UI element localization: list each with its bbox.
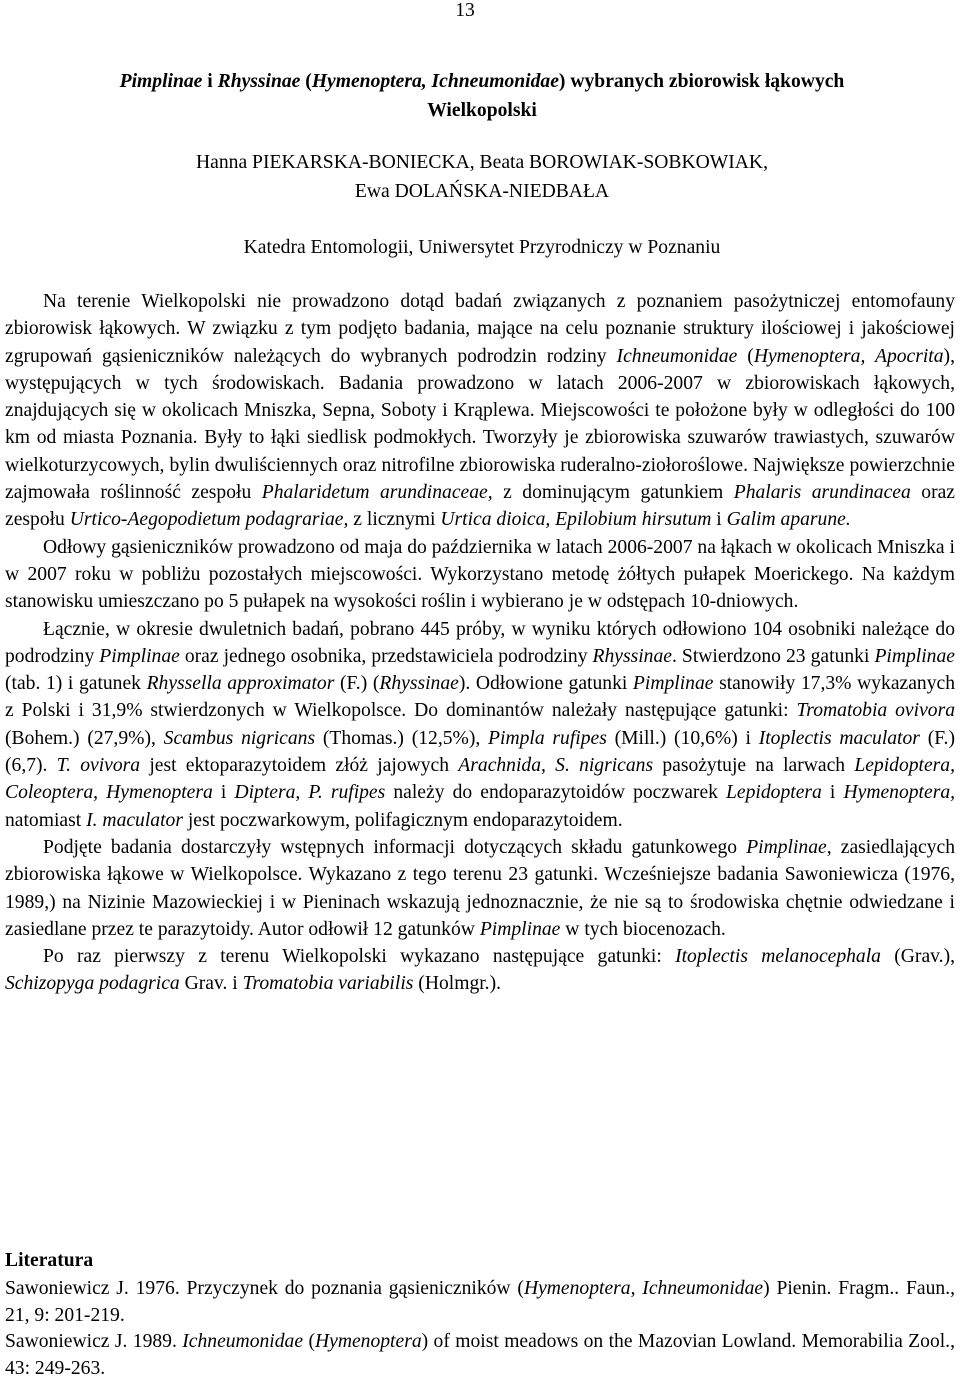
italic-run: Pimplinae (632, 673, 714, 695)
italic-run: Rhyssella approximator (146, 673, 335, 695)
text-run: Na terenie Wielkopolski nie prowadzono dotąd badań związanych z poznaniem pasożytniczej entomofauny zbiorowisk łąkowych. W związku z tym podjęto badania, mające na celu poznanie struktury ilościowej i jakościowej zgrupowań gąsieniczników należących do wybranych podrodzin rodziny (5, 291, 955, 367)
page-number: 13 (455, 0, 475, 21)
text-run: (Thomas.) (12,5%), (315, 727, 489, 749)
italic-run: Schizopyga podagrica (5, 973, 180, 995)
italic-run: Scambus nigricans (163, 727, 316, 749)
text-run: ), występujących w tych środowiskach. Badania prowadzono w latach 2006-2007 w zbiorowiskach łąkowych, znajdujących się w okolicach Mniszka, Sepna, Soboty i Krąplewa. Miejscowości te położone były w odległości do 100 km od miasta Poznania. Były to łąki siedlisk podmokłych. Tworzyły je zbiorowiska szuwarów trawiastych, szuwarów wielkoturzycowych, bylin dwuliściennych oraz nitrofilne zbiorowiska ruderalno-ziołoroślowe. Największe powierzchnie zajmowała roślinność zespołu (5, 345, 955, 504)
text-run: z dominującym gatunkiem (492, 482, 734, 504)
italic-run: Phalaris arundinacea (733, 482, 911, 504)
text-run: i (212, 782, 235, 804)
text-run: Grav. i (179, 973, 243, 995)
text-run: należy do endoparazytoidów poczwarek (385, 782, 727, 804)
paragraph-1 (5, 288, 955, 534)
italic-run: T. ovivora (56, 755, 141, 777)
italic-run: Pimplinae (99, 645, 180, 667)
text-run: ( (303, 1331, 315, 1353)
text-run: i (821, 782, 844, 804)
text-run: (Holmgr.). (413, 973, 502, 995)
text-run: ) Pienin. Fragm.. Faun., 21, 9: 201-219. (5, 1278, 955, 1326)
text-run: . Stwierdzono 23 gatunki (671, 645, 875, 667)
italic-run: Lepidoptera (726, 782, 822, 804)
italic-run: Hymenoptera, (843, 782, 956, 804)
italic-run: Hymenoptera, Ichneumonidae (523, 1278, 764, 1299)
text-run: (Mill.) (10,6%) i (606, 727, 759, 749)
title-rhyssinae: Rhyssinae (217, 71, 301, 92)
article-title (0, 67, 960, 125)
text-run: natomiast (5, 809, 87, 831)
paragraph-5 (5, 943, 955, 998)
text-run: jest poczwarkowym, polifagicznym endoparazytoidem. (182, 809, 623, 831)
text-run: ( (737, 345, 754, 367)
text-run: stanowiły 17,3% wykazanych z Polski i 31,9% stwierdzonych w Wielkopolsce. Do dominantów należały następujące gatunki: (5, 673, 956, 722)
text-run: oraz jednego osobnika, przedstawiciela podrodziny (179, 645, 593, 667)
title-conjunction: i (202, 71, 218, 92)
italic-run: Tromatobia variabilis (242, 973, 414, 995)
text-run: Sawoniewicz J. 1989. (5, 1331, 183, 1353)
affiliation: Katedra Entomologii, Uniwersytet Przyrodniczy w Poznaniu (243, 237, 721, 258)
text-run: oraz zespołu (5, 482, 955, 531)
text-run: i (711, 509, 727, 531)
italic-run: Pimplinae (479, 918, 561, 940)
article-body (5, 288, 955, 998)
italic-run: Tromatobia ovivora (796, 700, 955, 722)
text-run: w tych biocenozach. (560, 918, 726, 940)
italic-run: Arachnida, S. nigricans (458, 755, 654, 777)
italic-run: Pimpla rufipes (488, 727, 607, 749)
italic-run: Diptera, P. rufipes (234, 782, 386, 804)
references-heading: Literatura (5, 1250, 94, 1271)
title-pimplinae: Pimplinae (119, 71, 203, 92)
italic-run: I. maculator (86, 809, 183, 831)
title-taxon: Hymenoptera, Ichneumonidae (311, 71, 559, 92)
paragraph-3 (5, 616, 955, 834)
text-run: Łącznie, w okresie dwuletnich badań, pobrano 445 próby, w wyniku których odłowiono 104 osobniki należące do podrodziny (5, 618, 955, 667)
text-run: (Grav.), (880, 946, 955, 968)
reference-item (5, 1276, 955, 1329)
italic-run: Urtica dioica, Epilobium hirsutum (440, 509, 712, 531)
text-run: ). Odłowione gatunki (458, 673, 633, 695)
text-run: zasiedlających zbiorowiska łąkowe w Wielkopolsce. Wykazano z tego terenu 23 gatunki. Wcześniejsze badania Sawoniewicza (1976, 1989,) na Nizinie Mazowieckiej i w Pieninach wskazują jednoznacznie, że nie są to środowiska chętnie odwiedzane i zasiedlane przez te parazytoidy. Autor odłowił 12 gatunków (5, 836, 955, 940)
authors-line-1: Hanna PIEKARSKA-BONIECKA, Beata BOROWIAK-SOBKOWIAK, (196, 152, 768, 173)
text-run: (F.) ( (334, 673, 380, 695)
italic-run: Galim aparune. (726, 509, 851, 531)
italic-run: Ichneumonidae (616, 345, 738, 367)
paragraph-4 (5, 834, 955, 943)
title-line-1 (0, 67, 960, 96)
italic-run: Phalaridetum arundinaceae, (261, 482, 493, 504)
text-run: pasożytuje na larwach (653, 755, 855, 777)
reference-item (5, 1329, 955, 1382)
text-run: z licznymi (348, 509, 441, 531)
paragraph-2: Odłowy gąsieniczników prowadzono od maja do października w latach 2006-2007 na łąkach w okolicach Mniszka i w 2007 roku w pobliżu pozostałych miejscowości. Wykorzystano metodę żółtych pułapek Moerickego. Na każdym stanowisku umieszczano po 5 pułapek na wysokości roślin i wybierano je w odstępach 10-dniowych. (5, 536, 955, 613)
title-line-2: Wielkopolski (427, 100, 537, 121)
text-run: Podjęte badania dostarczyły wstępnych informacji dotyczących składu gatunkowego (43, 836, 747, 858)
text-run: (Bohem.) (27,9%), (5, 727, 164, 749)
title-paren-open: ( (300, 71, 312, 92)
references-section (5, 1247, 955, 1382)
authors-line-2: Ewa DOLAŃSKA-NIEDBAŁA (354, 181, 610, 202)
italic-run: Pimplinae, (746, 836, 832, 858)
text-run: ) of moist meadows on the Mazovian Lowland. Memorabilia Zool., 43: 249-263. (5, 1331, 955, 1379)
italic-run: Rhyssinae (592, 645, 672, 667)
italic-run: Itoplectis maculator (758, 727, 920, 749)
title-rest: ) wybranych zbiorowisk łąkowych (558, 71, 845, 92)
italic-run: Urtico-Aegopodietum podagrariae, (69, 509, 349, 531)
italic-run: Ichneumonidae (182, 1331, 304, 1353)
text-run: (tab. 1) i gatunek (5, 673, 147, 695)
text-run: (F.) (6,7). (5, 727, 955, 777)
text-run: jest ektoparazytoidem złóż jajowych (140, 755, 459, 777)
italic-run: Hymenoptera, Apocrita (753, 345, 944, 367)
text-run: Sawoniewicz J. 1976. Przyczynek do poznania gąsieniczników ( (5, 1278, 524, 1299)
italic-run: Hymenoptera (314, 1331, 422, 1353)
authors (0, 148, 960, 206)
italic-run: Rhyssinae (379, 673, 459, 695)
text-run: Po raz pierwszy z terenu Wielkopolski wykazano następujące gatunki: (43, 946, 676, 968)
italic-run: Pimplinae (874, 645, 955, 667)
italic-run: Itoplectis melanocephala (675, 946, 881, 968)
italic-run: Lepidoptera, Coleoptera, Hymenoptera (5, 755, 955, 804)
